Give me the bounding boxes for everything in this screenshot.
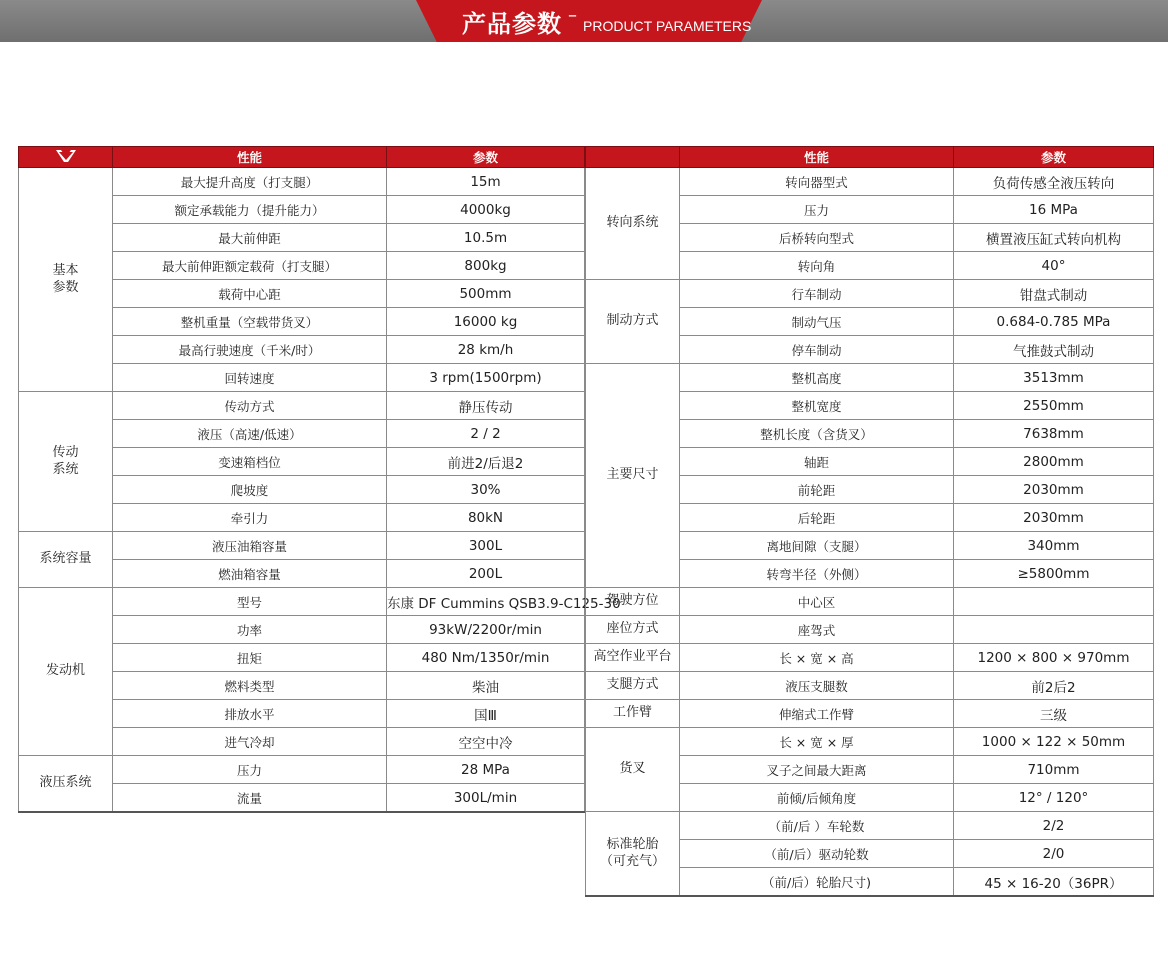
spec-label: 后轮距	[680, 504, 954, 532]
spec-label: 最大前伸距	[113, 224, 387, 252]
spec-value: 16 MPa	[954, 196, 1154, 224]
spec-value: 东康 DF Cummins QSB3.9-C125-30	[387, 588, 585, 616]
table-row	[19, 392, 585, 420]
category-cell: 驾驶方位	[586, 588, 680, 616]
category-cell: 支腿方式	[586, 672, 680, 700]
table-row	[586, 588, 1154, 616]
spec-value: 空空中冷	[387, 728, 585, 756]
spec-value	[954, 616, 1154, 644]
spec-value: 1200 × 800 × 970mm	[954, 644, 1154, 672]
category-cell: 转向系统	[586, 168, 680, 280]
table-header-row	[19, 147, 585, 168]
spec-value: 800kg	[387, 252, 585, 280]
spec-value: 93kW/2200r/min	[387, 616, 585, 644]
table-row	[586, 812, 1154, 840]
spec-label: 停车制动	[680, 336, 954, 364]
spec-label: 压力	[113, 756, 387, 784]
spec-value: 30%	[387, 476, 585, 504]
spec-value: 前2后2	[954, 672, 1154, 700]
spec-label: 最大前伸距额定载荷（打支腿）	[113, 252, 387, 280]
spec-value: 2/0	[954, 840, 1154, 868]
spec-label: 进气冷却	[113, 728, 387, 756]
spec-value: 10.5m	[387, 224, 585, 252]
spec-value: 2 / 2	[387, 420, 585, 448]
spec-table-left	[18, 146, 621, 813]
spec-value: 4000kg	[387, 196, 585, 224]
spec-label: 流量	[113, 784, 387, 813]
spec-label: 中心区	[680, 588, 954, 616]
spec-label: 转向角	[680, 252, 954, 280]
spec-value: 300L/min	[387, 784, 585, 813]
brand-logo-cell	[19, 147, 113, 168]
spec-label: 额定承载能力（提升能力）	[113, 196, 387, 224]
spec-value: 2800mm	[954, 448, 1154, 476]
spec-label: 最大提升高度（打支腿）	[113, 168, 387, 196]
table-row	[586, 728, 1154, 756]
spec-label: 传动方式	[113, 392, 387, 420]
category-cell: 座位方式	[586, 616, 680, 644]
spec-label: 燃料类型	[113, 672, 387, 700]
category-cell: 传动 系统	[19, 392, 113, 532]
spec-value: 前进2/后退2	[387, 448, 585, 476]
spec-label: 叉子之间最大距离	[680, 756, 954, 784]
spec-value: ≥5800mm	[954, 560, 1154, 588]
spec-label: 液压油箱容量	[113, 532, 387, 560]
spec-label: 转向器型式	[680, 168, 954, 196]
spec-label: （前/后）轮胎尺寸)	[680, 868, 954, 897]
category-cell: 货叉	[586, 728, 680, 812]
spec-label: 变速箱档位	[113, 448, 387, 476]
category-cell: 工作臂	[586, 700, 680, 728]
spec-label: （前/后）驱动轮数	[680, 840, 954, 868]
spec-label: 离地间隙（支腿）	[680, 532, 954, 560]
spec-value: 45 × 16-20（36PR）	[954, 868, 1154, 897]
table-row	[586, 616, 1154, 644]
spec-label: 整机重量（空载带货叉）	[113, 308, 387, 336]
spec-value: 三级	[954, 700, 1154, 728]
spec-label: 最高行驶速度（千米/时）	[113, 336, 387, 364]
spec-value: 200L	[387, 560, 585, 588]
spec-value: 钳盘式制动	[954, 280, 1154, 308]
spec-value: 480 Nm/1350r/min	[387, 644, 585, 672]
spec-label: 伸缩式工作臂	[680, 700, 954, 728]
table-row	[586, 364, 1154, 392]
spec-value: 340mm	[954, 532, 1154, 560]
spec-value: 40°	[954, 252, 1154, 280]
spec-value: 15m	[387, 168, 585, 196]
spec-label: 载荷中心距	[113, 280, 387, 308]
spec-value: 80kN	[387, 504, 585, 532]
header-parameter: 参数	[387, 147, 585, 168]
title-en: PRODUCT PARAMETERS	[583, 18, 752, 34]
spec-table-right	[585, 146, 1154, 897]
spec-value: 横置液压缸式转向机构	[954, 224, 1154, 252]
header-parameter: 参数	[954, 147, 1154, 168]
spec-value: 0.684-0.785 MPa	[954, 308, 1154, 336]
spec-value: 负荷传感全液压转向	[954, 168, 1154, 196]
spec-label: 转弯半径（外侧）	[680, 560, 954, 588]
spec-label: 牵引力	[113, 504, 387, 532]
spec-value: 1000 × 122 × 50mm	[954, 728, 1154, 756]
table-row	[19, 532, 585, 560]
spec-label: 整机高度	[680, 364, 954, 392]
table-row	[586, 700, 1154, 728]
spec-label: 行车制动	[680, 280, 954, 308]
table-row	[19, 168, 585, 196]
spec-label: 排放水平	[113, 700, 387, 728]
category-cell: 液压系统	[19, 756, 113, 813]
spec-value: 静压传动	[387, 392, 585, 420]
spec-value: 2550mm	[954, 392, 1154, 420]
spec-value	[954, 588, 1154, 616]
title-dash: –	[568, 4, 577, 26]
spec-value: 710mm	[954, 756, 1154, 784]
header-blank-cell	[586, 147, 680, 168]
spec-label: 液压（高速/低速）	[113, 420, 387, 448]
spec-value: 7638mm	[954, 420, 1154, 448]
spec-value: 28 km/h	[387, 336, 585, 364]
category-cell: 高空作业平台	[586, 644, 680, 672]
category-cell: 主要尺寸	[586, 364, 680, 588]
spec-label: 回转速度	[113, 364, 387, 392]
spec-label: 燃油箱容量	[113, 560, 387, 588]
category-cell: 制动方式	[586, 280, 680, 364]
spec-value: 3 rpm(1500rpm)	[387, 364, 585, 392]
spec-value: 300L	[387, 532, 585, 560]
title-cn: 产品参数	[462, 9, 562, 38]
spec-label: 前倾/后倾角度	[680, 784, 954, 812]
spec-label: 轴距	[680, 448, 954, 476]
spec-value: 28 MPa	[387, 756, 585, 784]
spec-label: 后桥转向型式	[680, 224, 954, 252]
table-row	[586, 280, 1154, 308]
spec-label: 制动气压	[680, 308, 954, 336]
spec-value: 16000 kg	[387, 308, 585, 336]
spec-label: 型号	[113, 588, 387, 616]
spec-label: 压力	[680, 196, 954, 224]
table-header-row	[586, 147, 1154, 168]
table-row	[19, 588, 585, 616]
brand-logo-icon	[55, 149, 77, 163]
table-row	[586, 644, 1154, 672]
category-cell: 发动机	[19, 588, 113, 756]
category-cell: 系统容量	[19, 532, 113, 588]
category-cell: 标准轮胎 （可充气）	[586, 812, 680, 897]
spec-value: 气推鼓式制动	[954, 336, 1154, 364]
spec-label: 长 × 宽 × 厚	[680, 728, 954, 756]
spec-label: 座驾式	[680, 616, 954, 644]
page-title	[462, 4, 751, 38]
spec-label: 长 × 宽 × 高	[680, 644, 954, 672]
spec-label: 前轮距	[680, 476, 954, 504]
table-row	[19, 756, 585, 784]
table-row	[586, 168, 1154, 196]
category-cell: 基本 参数	[19, 168, 113, 392]
spec-value: 国Ⅲ	[387, 700, 585, 728]
table-row	[586, 672, 1154, 700]
spec-value: 12° / 120°	[954, 784, 1154, 812]
spec-label: 整机宽度	[680, 392, 954, 420]
header-performance: 性能	[113, 147, 387, 168]
spec-label: 扭矩	[113, 644, 387, 672]
spec-label: 功率	[113, 616, 387, 644]
spec-label: （前/后 ）车轮数	[680, 812, 954, 840]
spec-value: 3513mm	[954, 364, 1154, 392]
spec-value: 500mm	[387, 280, 585, 308]
spec-label: 液压支腿数	[680, 672, 954, 700]
spec-value: 2030mm	[954, 476, 1154, 504]
spec-value: 2/2	[954, 812, 1154, 840]
spec-value: 2030mm	[954, 504, 1154, 532]
spec-value: 柴油	[387, 672, 585, 700]
spec-label: 整机长度（含货叉）	[680, 420, 954, 448]
spec-label: 爬坡度	[113, 476, 387, 504]
header-performance: 性能	[680, 147, 954, 168]
